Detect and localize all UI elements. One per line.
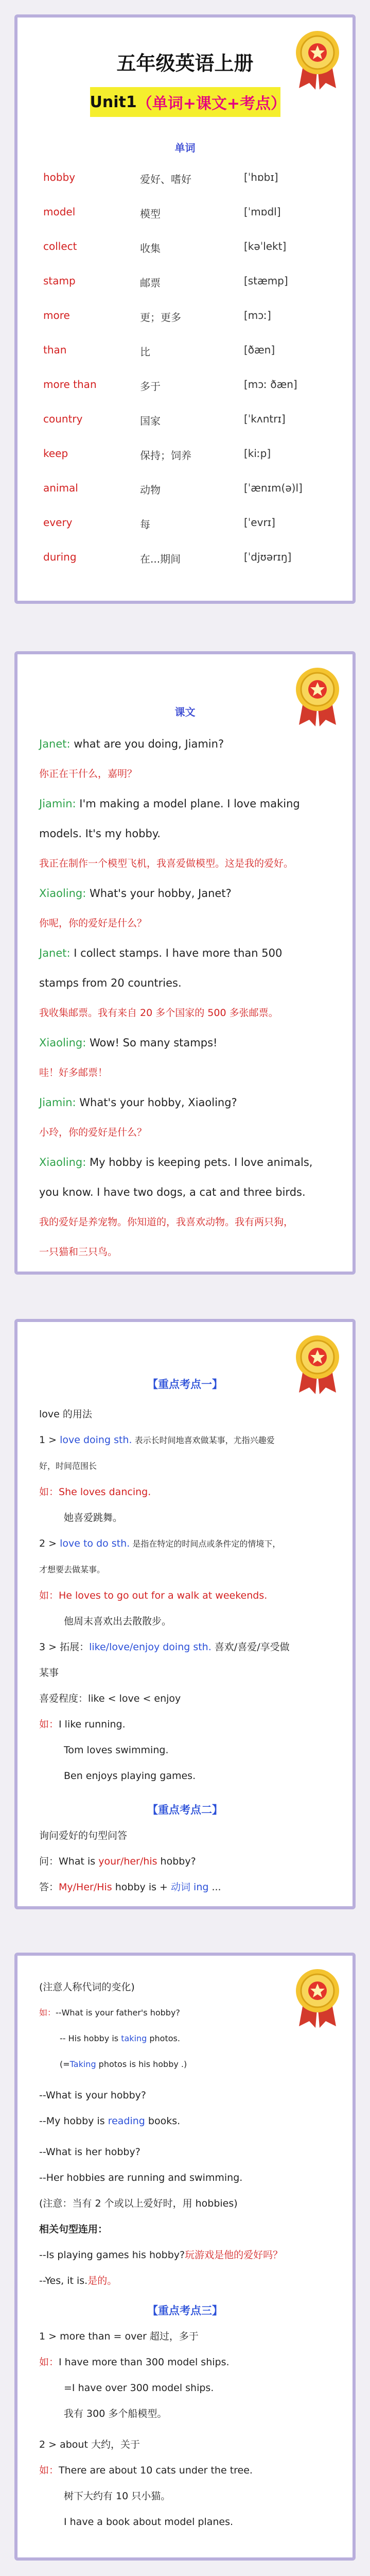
dialogue-line	[39, 878, 342, 908]
vocab-row	[17, 206, 353, 240]
related-q	[39, 2242, 342, 2268]
speaker: Janet:	[39, 947, 71, 959]
example-label: 如：	[39, 1719, 59, 1730]
example-en: Tom loves swimming.	[64, 1744, 169, 1756]
vocab-meaning: 收集	[140, 242, 161, 255]
kp2-title: 询问爱好的句型问答	[39, 1830, 128, 1841]
point-desc: 是指在特定的时间点或条件定的情境下，	[130, 1539, 281, 1549]
medal-icon	[294, 29, 341, 91]
point-desc: 才想要去做某事。	[39, 1565, 105, 1574]
example-zh: 我有 300 多个船模型。	[64, 2408, 167, 2419]
example	[39, 2349, 342, 2375]
example	[39, 1711, 342, 1737]
example-en: She loves dancing.	[59, 1486, 151, 1498]
dialogue-line	[39, 1088, 342, 1117]
vocab-meaning: 邮票	[140, 277, 161, 289]
vocab-meaning: 国家	[140, 415, 161, 427]
vocab-row	[17, 344, 353, 378]
related-title: 相关句型连用：	[39, 2224, 108, 2235]
dialogue-line	[39, 1147, 342, 1177]
vocab-word: stamp	[43, 275, 76, 287]
text-heading: 课文	[174, 706, 196, 718]
vocab-word: animal	[43, 482, 78, 494]
vocab-phonetic: [ˈhɒbɪ]	[244, 171, 278, 183]
vocab-phonetic: [ˈevrɪ]	[244, 516, 275, 529]
example	[39, 2026, 342, 2052]
example-label: 如：	[39, 1486, 59, 1498]
example-zh: 他周末喜欢出去散散步。	[64, 1616, 172, 1627]
kp2-heading: 【重点考点二】	[147, 1804, 223, 1816]
vocab-phonetic: [stæmp]	[244, 275, 288, 287]
vocab-word: more than	[43, 378, 97, 391]
vocab-phonetic: [mɔː]	[244, 309, 271, 321]
dialogue-line	[39, 938, 342, 968]
speaker: Xiaoling:	[39, 887, 86, 900]
medal-icon	[294, 666, 341, 727]
example-en: --What is your father's hobby?	[56, 2008, 180, 2018]
example-en: I have a book about model planes.	[64, 2516, 234, 2528]
vocab-phonetic: [ˈdjʊərɪŋ]	[244, 551, 292, 563]
translation: 你正在干什么，嘉明？	[39, 768, 137, 779]
line-text: what are you doing, Jiamin?	[70, 738, 224, 750]
dialogue-line	[39, 1028, 342, 1058]
vocab-card	[14, 14, 356, 604]
unit-label: Unit1	[90, 93, 137, 111]
line-text: you know. I have two dogs, a cat and three birds.	[39, 1186, 306, 1198]
vocab-meaning: 比	[140, 346, 150, 358]
kp1-point-a	[39, 1427, 342, 1453]
dialogue-line	[39, 789, 342, 819]
vocab-heading: 单词	[174, 142, 196, 154]
a-end: ...	[208, 1882, 221, 1893]
vocab-meaning: 动物	[140, 484, 161, 496]
example-zh: 玩游戏是他的爱好吗？	[185, 2249, 283, 2261]
speaker: Jiamin:	[39, 1096, 76, 1109]
kp3-card	[14, 1953, 356, 2561]
point-num: 3 > 拓展：	[39, 1641, 90, 1653]
kp3-body	[17, 2324, 353, 2535]
vocab-word: country	[43, 413, 83, 425]
example	[39, 2458, 342, 2483]
vocab-word: collect	[43, 240, 77, 252]
vocab-phonetic: [ˈmɒdl]	[244, 206, 281, 218]
q-end: hobby?	[157, 1856, 196, 1867]
kp1-point-b	[39, 1531, 342, 1557]
medal-icon	[294, 1333, 341, 1395]
vocab-row	[17, 516, 353, 551]
vocab-row	[17, 413, 353, 447]
vocab-meaning: 爱好、嗜好	[140, 173, 191, 185]
kp2-question	[39, 1849, 342, 1874]
q-var: your/her/his	[98, 1856, 157, 1867]
vocab-meaning: 保持；饲养	[140, 449, 191, 462]
line-text: What's your hobby, Xiaoling?	[76, 1096, 237, 1109]
example-q: --What is your hobby?	[39, 2090, 146, 2101]
vocab-list	[17, 171, 353, 585]
point-phrase: like/love/enjoy doing sth.	[89, 1641, 212, 1653]
point-phrase: love doing sth.	[60, 1434, 132, 1446]
example-en: books.	[145, 2115, 181, 2127]
kp3-point-b: 2 > about 大约，关于	[39, 2439, 140, 2450]
line-text: models. It's my hobby.	[39, 827, 161, 840]
example	[39, 2052, 342, 2077]
vocab-phonetic: [ðæn]	[244, 344, 275, 356]
example-en: (=	[60, 2059, 70, 2069]
example-key: Taking	[69, 2059, 96, 2069]
kp1-title: love 的用法	[39, 1409, 92, 1420]
point-desc: 好，时间范围长	[39, 1461, 97, 1471]
vocab-word: during	[43, 551, 77, 563]
example-label: 如：	[39, 2357, 59, 2368]
example-label: 如：	[39, 2008, 56, 2018]
vocab-word: than	[43, 344, 67, 356]
kp1-card	[14, 1319, 356, 1909]
line-text: stamps from 20 countries.	[39, 977, 182, 989]
vocab-word: keep	[43, 447, 68, 460]
vocab-row	[17, 240, 353, 275]
line-text: I collect stamps. I have more than 500	[70, 947, 283, 959]
example-label: 如：	[39, 1590, 59, 1601]
point-desc: 某事	[39, 1667, 59, 1679]
example-en: Ben enjoys playing games.	[64, 1770, 196, 1782]
medal-icon	[294, 1967, 341, 2029]
example-en: I like running.	[59, 1719, 126, 1730]
dialogue-line	[39, 729, 342, 759]
kp2-body	[17, 1823, 353, 1900]
vocab-phonetic: [kiːp]	[244, 447, 271, 460]
example-zh: 树下大约有 10 只小猫。	[64, 2490, 171, 2502]
kp1-heading: 【重点考点一】	[147, 1378, 223, 1391]
point-desc: 喜欢/喜爱/享受做	[211, 1641, 290, 1653]
vocab-meaning: 在...期间	[140, 553, 181, 565]
example-a: --Her hobbies are running and swimming.	[39, 2172, 243, 2183]
a-label: 答：	[39, 1882, 59, 1893]
line-text: I'm making a model plane. I love making	[76, 798, 300, 810]
pronoun-note: (注意人称代词的变化)	[39, 1981, 135, 1993]
example-label: 如：	[39, 2465, 59, 2476]
speaker: Xiaoling:	[39, 1037, 86, 1049]
speaker: Xiaoling:	[39, 1156, 86, 1168]
vocab-phonetic: [kəˈlekt]	[244, 240, 287, 252]
degree-note: 喜爱程度：like < love < enjoy	[39, 1693, 181, 1704]
unit-banner	[90, 87, 286, 117]
q-label: 问：	[39, 1856, 59, 1867]
line-text: Wow! So many stamps!	[86, 1037, 218, 1049]
kp3-point-a: 1 > more than = over 超过，多于	[39, 2331, 199, 2342]
a-text: hobby is +	[112, 1882, 171, 1893]
vocab-row	[17, 275, 353, 309]
point-phrase: love to do sth.	[60, 1538, 130, 1549]
vocab-meaning: 每	[140, 518, 150, 531]
vocab-meaning: 更；更多	[140, 311, 181, 324]
hobbies-note: (注意：当有 2 个或以上爱好时，用 hobbies)	[39, 2198, 238, 2209]
example-key: taking	[121, 2033, 147, 2043]
point-num: 2 >	[39, 1538, 60, 1549]
vocab-word: every	[43, 516, 73, 529]
example-en: He loves to go out for a walk at weekends.	[59, 1590, 268, 1601]
example-en: --My hobby is	[39, 2115, 108, 2127]
vocab-row	[17, 378, 353, 413]
example-en: -- His hobby is	[60, 2033, 121, 2043]
line-text: My hobby is keeping pets. I love animals,	[86, 1156, 313, 1168]
vocab-row	[17, 551, 353, 585]
example-en: =I have over 300 model ships.	[64, 2382, 214, 2394]
line-text: What's your hobby, Janet?	[86, 887, 232, 900]
example-en: --Is playing games his hobby?	[39, 2249, 185, 2261]
page-title: 五年级英语上册	[116, 52, 254, 75]
vocab-row	[17, 309, 353, 344]
speaker: Jiamin:	[39, 798, 76, 810]
example-en: photos.	[147, 2033, 180, 2043]
example-q: --What is her hobby?	[39, 2146, 140, 2158]
a-ing: 动词 ing	[171, 1882, 209, 1893]
example-en: photos is his hobby .)	[96, 2059, 187, 2069]
unit-subtitle: （单词+课文+考点）	[136, 95, 286, 113]
translation: 哇！好多邮票！	[39, 1067, 108, 1078]
kp2-answer	[39, 1874, 342, 1900]
translation: 我的爱好是养宠物。你知道的，我喜欢动物。我有两只狗，	[39, 1216, 294, 1228]
translation: 我收集邮票。我有来自 20 多个国家的 500 多张邮票。	[39, 1007, 278, 1019]
translation: 你呢，你的爱好是什么？	[39, 918, 147, 929]
example-en: I have more than 300 model ships.	[59, 2357, 230, 2368]
vocab-meaning: 模型	[140, 208, 161, 220]
example-en: There are about 10 cats under the tree.	[59, 2465, 253, 2476]
translation: 一只猫和三只鸟。	[39, 1246, 118, 1258]
translation: 小玲，你的爱好是什么？	[39, 1127, 147, 1138]
example-a	[39, 2108, 342, 2134]
example-zh: 是的。	[87, 2275, 117, 2286]
example	[39, 1479, 342, 1505]
example	[39, 1583, 342, 1608]
kp1-body	[17, 1401, 353, 1789]
example-en: --Yes, it is.	[39, 2275, 88, 2286]
vocab-row	[17, 447, 353, 482]
dialogue	[17, 729, 353, 1267]
point-num: 1 >	[39, 1434, 60, 1446]
vocab-phonetic: [mɔː ðæn]	[244, 378, 297, 391]
vocab-word: hobby	[43, 171, 76, 183]
kp3-heading: 【重点考点三】	[147, 2304, 223, 2317]
related-a	[39, 2268, 342, 2294]
vocab-word: model	[43, 206, 76, 218]
example-zh: 她喜爱跳舞。	[64, 1512, 123, 1523]
vocab-word: more	[43, 309, 70, 321]
text-card	[14, 651, 356, 1275]
vocab-meaning: 多于	[140, 380, 161, 393]
vocab-row	[17, 482, 353, 516]
translation: 我正在制作一个模型飞机，我喜爱做模型。这是我的爱好。	[39, 858, 294, 869]
example-key: reading	[108, 2115, 145, 2127]
point-desc: 表示长时间地喜欢做某事，尤指兴趣爱	[132, 1435, 275, 1445]
vocab-phonetic: [ˈkʌntrɪ]	[244, 413, 286, 425]
vocab-phonetic: [ˈænɪm(ə)l]	[244, 482, 303, 494]
vocab-row	[17, 171, 353, 206]
speaker: Janet:	[39, 738, 71, 750]
kp1-point-c	[39, 1634, 342, 1660]
q-text: What is	[59, 1856, 99, 1867]
a-var: My/Her/His	[59, 1882, 112, 1893]
